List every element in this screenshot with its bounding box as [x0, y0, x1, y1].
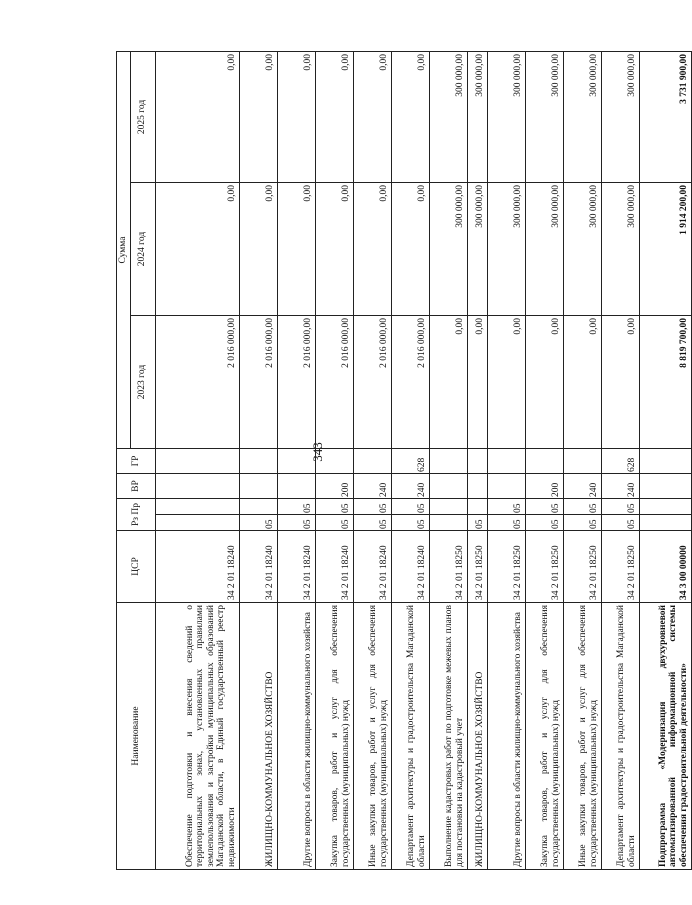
row-amount-2023: 0,00 [601, 316, 639, 449]
table-body [155, 51, 691, 869]
row-name: Иные закупки товаров, работ и услуг для обеспечения государственных (муниципальных) нужд [353, 603, 391, 870]
row-amount-2024: 300 000,00 [563, 183, 601, 316]
row-rz [429, 515, 467, 531]
row-vr: 240 [391, 474, 429, 499]
header-name: Наименование [117, 603, 156, 870]
row-csr: 34 2 01 18240 [239, 531, 277, 603]
row-rz [155, 515, 239, 531]
row-pr [239, 499, 277, 515]
table-row [487, 51, 525, 869]
row-pr: 05 [525, 499, 563, 515]
row-vr [429, 474, 467, 499]
row-gr [467, 449, 487, 474]
row-amount-2025: 300 000,00 [601, 51, 639, 182]
row-name: Департамент архитектуры и градостроительства Магаданской области [601, 603, 639, 870]
row-name: Другие вопросы в области жилищно-коммунального хозяйства [277, 603, 315, 870]
row-amount-2025: 0,00 [239, 51, 277, 182]
row-gr [353, 449, 391, 474]
row-amount-2024: 0,00 [155, 183, 239, 316]
table-row [601, 51, 639, 869]
row-rz [639, 515, 691, 531]
table-row [353, 51, 391, 869]
row-amount-2024: 300 000,00 [429, 183, 467, 316]
table-row [429, 51, 467, 869]
row-gr [315, 449, 353, 474]
row-rz: 05 [467, 515, 487, 531]
row-name: ЖИЛИЩНО-КОММУНАЛЬНОЕ ХОЗЯЙСТВО [467, 603, 487, 870]
row-pr: 05 [601, 499, 639, 515]
row-gr [277, 449, 315, 474]
budget-table [116, 51, 692, 870]
row-gr: 628 [601, 449, 639, 474]
header-year-2023: 2023 год [130, 316, 155, 449]
row-amount-2023: 0,00 [525, 316, 563, 449]
row-amount-2025: 300 000,00 [563, 51, 601, 182]
row-name: Выполнение кадастровых работ по подготовке межевых планов для постановки на кадастровый учет [429, 603, 467, 870]
row-csr: 34 2 01 18240 [277, 531, 315, 603]
table-row [467, 51, 487, 869]
row-amount-2025: 3 731 900,00 [639, 51, 691, 182]
header-gr: ГР [117, 449, 156, 474]
row-csr: 34 2 01 18250 [563, 531, 601, 603]
header-row-1 [117, 51, 131, 869]
row-csr: 34 3 00 00000 [639, 531, 691, 603]
row-amount-2024: 0,00 [315, 183, 353, 316]
row-vr: 200 [525, 474, 563, 499]
row-pr: 05 [353, 499, 391, 515]
row-rz: 05 [353, 515, 391, 531]
row-gr [239, 449, 277, 474]
header-rz-pr: Рз Пр [117, 499, 156, 531]
row-amount-2025: 300 000,00 [487, 51, 525, 182]
table-row [563, 51, 601, 869]
row-amount-2023: 2 016 000,00 [353, 316, 391, 449]
row-gr [639, 449, 691, 474]
row-gr [155, 449, 239, 474]
row-vr [467, 474, 487, 499]
header-vr: ВР [117, 474, 156, 499]
row-amount-2025: 0,00 [353, 51, 391, 182]
row-gr [487, 449, 525, 474]
row-gr [525, 449, 563, 474]
row-rz: 05 [487, 515, 525, 531]
row-amount-2025: 0,00 [155, 51, 239, 182]
row-csr: 34 2 01 18240 [391, 531, 429, 603]
row-name: Департамент архитектуры и градостроительства Магаданской области [391, 603, 429, 870]
row-vr [155, 474, 239, 499]
row-pr: 05 [563, 499, 601, 515]
row-pr [429, 499, 467, 515]
table-viewport [116, 52, 689, 870]
row-rz: 05 [315, 515, 353, 531]
row-amount-2024: 0,00 [353, 183, 391, 316]
row-amount-2023: 0,00 [429, 316, 467, 449]
row-amount-2024: 0,00 [277, 183, 315, 316]
row-csr: 34 2 01 18250 [467, 531, 487, 603]
row-amount-2023: 2 016 000,00 [315, 316, 353, 449]
row-vr [277, 474, 315, 499]
page-number-text: 343 [310, 442, 325, 462]
row-csr: 34 2 01 18250 [525, 531, 563, 603]
row-vr: 240 [353, 474, 391, 499]
row-amount-2023: 2 016 000,00 [155, 316, 239, 449]
row-amount-2025: 0,00 [315, 51, 353, 182]
row-pr: 05 [391, 499, 429, 515]
row-rz: 05 [277, 515, 315, 531]
row-csr: 34 2 01 18240 [353, 531, 391, 603]
row-vr [639, 474, 691, 499]
rotated-table-container [116, 52, 689, 870]
row-gr: 628 [391, 449, 429, 474]
row-pr: 05 [315, 499, 353, 515]
row-amount-2025: 0,00 [391, 51, 429, 182]
row-csr: 34 2 01 18250 [487, 531, 525, 603]
row-vr: 200 [315, 474, 353, 499]
row-amount-2023: 2 016 000,00 [239, 316, 277, 449]
row-csr: 34 2 01 18250 [601, 531, 639, 603]
row-amount-2025: 300 000,00 [429, 51, 467, 182]
table-row [239, 51, 277, 869]
row-pr [155, 499, 239, 515]
row-rz: 05 [391, 515, 429, 531]
row-rz: 05 [239, 515, 277, 531]
table-row [155, 51, 239, 869]
row-pr: 05 [277, 499, 315, 515]
row-amount-2025: 0,00 [277, 51, 315, 182]
row-amount-2025: 300 000,00 [467, 51, 487, 182]
row-vr [239, 474, 277, 499]
header-year-2025: 2025 год [130, 51, 155, 182]
table-row [525, 51, 563, 869]
row-amount-2023: 2 016 000,00 [277, 316, 315, 449]
row-name: Иные закупки товаров, работ и услуг для обеспечения государственных (муниципальных) нужд [563, 603, 601, 870]
row-name: Другие вопросы в области жилищно-коммунального хозяйства [487, 603, 525, 870]
row-name: Закупка товаров, работ и услуг для обеспечения государственных (муниципальных) нужд [525, 603, 563, 870]
row-amount-2024: 300 000,00 [467, 183, 487, 316]
row-pr [467, 499, 487, 515]
row-name: Подпрограмма «Модернизация двухуровневой автоматизированной информационной системы обеспечения градостроительной деятельности» [639, 603, 691, 870]
row-csr: 34 2 01 18250 [429, 531, 467, 603]
row-name: ЖИЛИЩНО-КОММУНАЛЬНОЕ ХОЗЯЙСТВО [239, 603, 277, 870]
table-row [315, 51, 353, 869]
row-amount-2024: 0,00 [391, 183, 429, 316]
row-csr: 34 2 01 18240 [315, 531, 353, 603]
table-row [277, 51, 315, 869]
row-amount-2024: 1 914 200,00 [639, 183, 691, 316]
row-vr: 240 [563, 474, 601, 499]
row-rz: 05 [525, 515, 563, 531]
row-vr: 240 [601, 474, 639, 499]
header-sum: Сумма [117, 51, 131, 448]
row-amount-2023: 8 819 700,00 [639, 316, 691, 449]
row-pr [639, 499, 691, 515]
row-amount-2023: 2 016 000,00 [391, 316, 429, 449]
row-csr: 34 2 01 18240 [155, 531, 239, 603]
table-row [391, 51, 429, 869]
row-amount-2023: 0,00 [467, 316, 487, 449]
row-amount-2025: 300 000,00 [525, 51, 563, 182]
row-amount-2024: 300 000,00 [601, 183, 639, 316]
row-amount-2023: 0,00 [563, 316, 601, 449]
header-csr: ЦСР [117, 531, 156, 603]
row-pr: 05 [487, 499, 525, 515]
table-row [639, 51, 691, 869]
row-name: Обеспечение подготовки и внесения сведений о территориальных зонах, установленных правилами землепользования и застройки муниципальных образований Магаданской области, в Единый государственный реестр недвижимости [155, 603, 239, 870]
row-rz: 05 [601, 515, 639, 531]
row-amount-2024: 0,00 [239, 183, 277, 316]
row-gr [429, 449, 467, 474]
row-rz: 05 [563, 515, 601, 531]
row-amount-2024: 300 000,00 [487, 183, 525, 316]
row-amount-2023: 0,00 [487, 316, 525, 449]
row-vr [487, 474, 525, 499]
row-gr [563, 449, 601, 474]
row-amount-2024: 300 000,00 [525, 183, 563, 316]
header-year-2024: 2024 год [130, 183, 155, 316]
row-name: Закупка товаров, работ и услуг для обеспечения государственных (муниципальных) нужд [315, 603, 353, 870]
